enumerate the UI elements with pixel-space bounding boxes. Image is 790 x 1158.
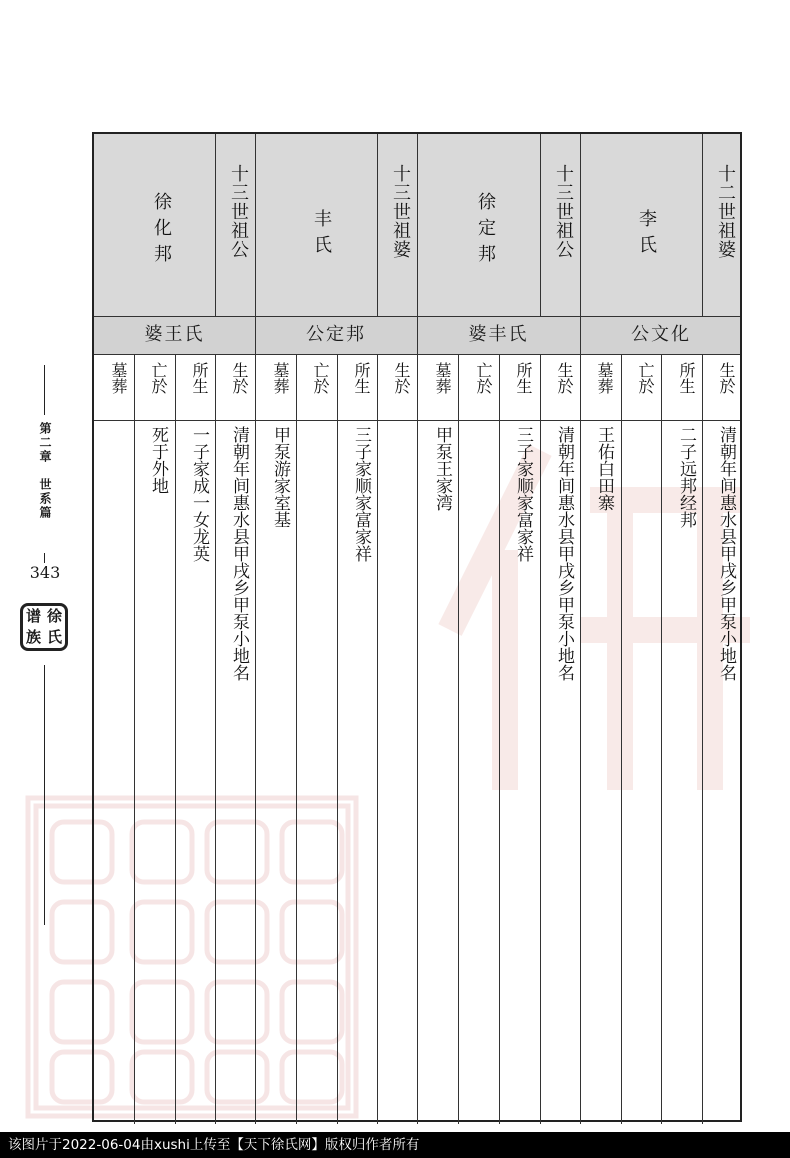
- row-value: 三子家顺家富家祥: [351, 426, 371, 562]
- person-name: 徐定邦: [475, 192, 496, 270]
- row-label: 所生: [514, 362, 533, 394]
- row-divider: [621, 354, 622, 1124]
- margin-rule-bottom: [44, 665, 45, 925]
- row-label: 墓葬: [433, 362, 452, 394]
- row-label: 所生: [190, 362, 209, 394]
- header-divider: [540, 134, 541, 316]
- header-divider: [377, 134, 378, 316]
- row-label: 亡於: [636, 362, 655, 394]
- logo-char: 谱: [25, 607, 41, 625]
- row-divider: [377, 354, 378, 1124]
- row-value: 清朝年间惠水县甲戌乡甲泵小地名: [716, 426, 736, 681]
- row-label: 所生: [677, 362, 696, 394]
- person-name: 徐化邦: [151, 192, 172, 270]
- block-divider: [417, 134, 418, 1124]
- margin-rule-top: [44, 365, 45, 415]
- logo-char: 氏: [46, 628, 62, 646]
- row-value: 王佑白田寨: [594, 426, 614, 511]
- row-label: 亡於: [149, 362, 168, 394]
- row-value: 二子远邦经邦: [676, 426, 696, 528]
- row-value: 甲泵王家湾: [432, 426, 452, 511]
- row-label: 墓葬: [271, 362, 290, 394]
- chapter-title: 第二章 世系篇: [38, 422, 52, 520]
- row-value: 一子家成一女龙英: [189, 426, 209, 562]
- row-divider: [215, 354, 216, 1124]
- spouse-label: 公定邦: [306, 324, 366, 345]
- header-divider: [702, 134, 703, 316]
- clan-logo: [20, 603, 68, 651]
- row-divider: [540, 354, 541, 1124]
- generation-label: 十三世祖公: [228, 164, 249, 259]
- generation-label: 十三世祖婆: [390, 164, 411, 259]
- header-divider: [215, 134, 216, 316]
- block-divider: [580, 134, 581, 1124]
- generation-label: 十三世祖公: [553, 164, 574, 259]
- row-label: 生於: [555, 362, 574, 394]
- row-label: 生於: [717, 362, 736, 394]
- row-divider: [337, 354, 338, 1124]
- row-label: 生於: [392, 362, 411, 394]
- row-label: 生於: [230, 362, 249, 394]
- row-value: 死于外地: [148, 426, 168, 494]
- row-label: 亡於: [311, 362, 330, 394]
- person-name: 李氏: [636, 209, 657, 261]
- row-value: 三子家顺家富家祥: [513, 426, 533, 562]
- row-value: 清朝年间惠水县甲戌乡甲泵小地名: [554, 426, 574, 681]
- upload-notice: 该图片于2022-06-04由xushi上传至【天下徐氏网】版权归作者所有: [0, 1132, 790, 1158]
- spouse-label: 婆丰氏: [468, 324, 529, 345]
- spouse-label: 公文化: [631, 324, 691, 345]
- row-value: 甲泵游家室基: [270, 426, 290, 528]
- page-number: 343: [29, 563, 61, 582]
- genealogy-table: [92, 132, 742, 1122]
- margin-rule-mid: [44, 553, 45, 563]
- row-divider: [661, 354, 662, 1124]
- row-value: 清朝年间惠水县甲戌乡甲泵小地名: [229, 426, 249, 681]
- block-divider: [255, 134, 256, 1124]
- row-divider: [702, 354, 703, 1124]
- row-divider: [134, 354, 135, 1124]
- page-margin: [10, 365, 80, 925]
- row-divider: [175, 354, 176, 1124]
- logo-char: 徐: [46, 607, 62, 625]
- row-divider: [499, 354, 500, 1124]
- row-divider: [458, 354, 459, 1124]
- person-name: 丰氏: [311, 209, 332, 261]
- row-label: 亡於: [474, 362, 493, 394]
- row-label: 墓葬: [109, 362, 128, 394]
- row-label: 所生: [352, 362, 371, 394]
- row-divider: [296, 354, 297, 1124]
- logo-char: 族: [25, 628, 41, 646]
- spouse-label: 婆王氏: [144, 324, 205, 345]
- generation-label: 十二世祖婆: [715, 164, 736, 259]
- row-label: 墓葬: [595, 362, 614, 394]
